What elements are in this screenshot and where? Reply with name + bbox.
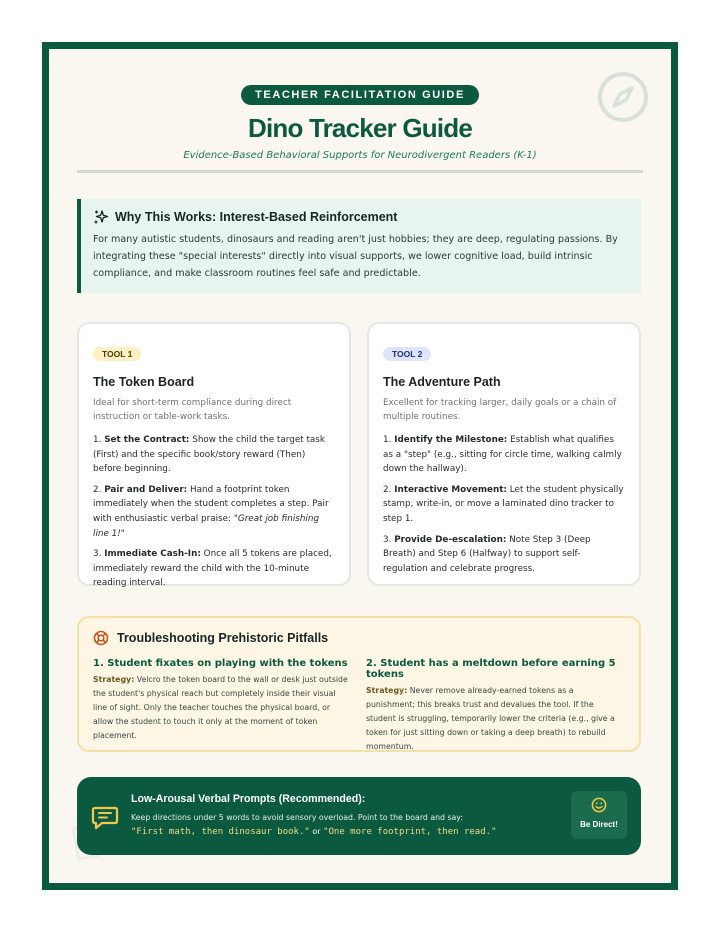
tool-tag: TOOL 1: [93, 347, 141, 361]
prompt-quote: "First math, then dinosaur book.": [131, 827, 310, 837]
why-title: Why This Works: Interest-Based Reinforcement: [115, 210, 398, 224]
tool-step: 3. Immediate Cash-In: Once all 5 tokens are placed, immediately reward the child with the 10-minute reading interval.: [93, 549, 332, 589]
sparkle-icon: [93, 209, 109, 225]
pitfall-item: [366, 658, 625, 754]
tool-tag: TOOL 2: [383, 347, 431, 361]
tool-desc: Excellent for tracking larger, daily goals or a chain of multiple routines.: [383, 398, 617, 422]
pitfall-strategy: Strategy: Velcro the token board to the wall or desk just outside the student's physical reach but completely inside their visual line of sight. Only the teacher touches the physical board, or allow the student to touch it only at the moment of token placement.: [93, 675, 348, 740]
troubleshooting-section: [77, 616, 641, 752]
pitfall-question: 2. Student has a meltdown before earning 5 tokens: [366, 658, 616, 680]
prompts-examples: "First math, then dinosaur book." or "One more footprint, then read.": [131, 827, 497, 837]
pitfall-item: [93, 658, 352, 754]
tool-card-token-board: [77, 322, 351, 589]
tool-step: 1. Identify the Milestone: Establish what qualifies as a "step" (e.g., sitting for circle time, walking calmly down the hallway).: [383, 435, 622, 475]
header-divider: [77, 170, 643, 173]
page-frame: [42, 42, 678, 890]
prompts-body: Keep directions under 5 words to avoid sensory overload. Point to the board and say:: [131, 813, 463, 822]
tool-desc: Ideal for short-term compliance during direct instruction or table-work tasks.: [93, 398, 292, 422]
verbal-prompts-banner: [77, 777, 641, 855]
lifebuoy-icon: [93, 630, 109, 646]
smiley-icon: [591, 797, 607, 813]
why-body: For many autistic students, dinosaurs and reading aren't just hobbies; they are deep, regulating passions. By integrating these "special interests" directly into visual supports, we lower cognitive load, build intrinsic compliance, and make classroom routines feel safe and predictable.: [93, 234, 618, 279]
badge-label: Be Direct!: [580, 820, 618, 829]
guide-pill: TEACHER FACILITATION GUIDE: [241, 85, 479, 105]
speech-bubble-icon: [91, 803, 119, 831]
why-section: [77, 199, 641, 293]
troubleshooting-title: Troubleshooting Prehistoric Pitfalls: [117, 631, 329, 645]
tool-step: 3. Provide De-escalation: Note Step 3 (Deep Breath) and Step 6 (Halfway) to support self-regulation and celebrate progress.: [383, 534, 591, 574]
pitfall-strategy: Strategy: Never remove already-earned tokens as a punishment; this breaks trust and devalues the tool. If the student is struggling, temporarily lower the criteria (e.g., give a token for just sitting down or taking a deep breath) to rebuild momentum.: [366, 686, 615, 751]
tool-title: The Token Board: [93, 375, 195, 389]
be-direct-badge: [571, 791, 627, 839]
prompt-quote: "One more footprint, then read.": [323, 827, 497, 837]
page-subtitle: Evidence-Based Behavioral Supports for Neurodivergent Readers (K-1): [183, 150, 537, 161]
page-title: Dino Tracker Guide: [247, 113, 472, 143]
tool-card-adventure-path: [367, 322, 641, 586]
tool-title: The Adventure Path: [383, 375, 501, 389]
prompts-title: Low-Arousal Verbal Prompts (Recommended):: [131, 793, 366, 805]
tool-step: 2. Interactive Movement: Let the student physically stamp, write-in, or move a laminated dino tracker to step 1.: [383, 484, 624, 524]
tool-step: 1. Set the Contract: Show the child the target task (First) and the specific book/story reward (Then) before beginning.: [93, 435, 325, 475]
pitfall-question: 1. Student fixates on playing with the tokens: [93, 658, 348, 669]
header: [49, 83, 671, 161]
tool-step: 2. Pair and Deliver: Hand a footprint token immediately when the student completes a step. Pair with enthusiastic verbal praise: "Great job finishing line 1!": [93, 484, 329, 539]
